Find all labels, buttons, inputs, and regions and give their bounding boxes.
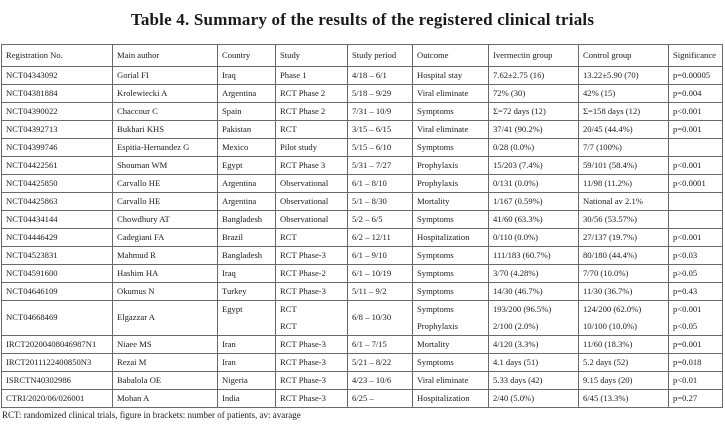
- cell-study-period: 6/1 – 8/10: [348, 175, 413, 193]
- table-row: [2, 301, 723, 336]
- table-row: [2, 354, 723, 372]
- cell-study: RCT Phase-3: [276, 247, 348, 265]
- header-significance: Significance: [669, 45, 723, 67]
- table-row: [2, 211, 723, 229]
- cell-country: Iran: [218, 354, 276, 372]
- header-study: Study: [276, 45, 348, 67]
- cell-significance: p<0.001: [669, 103, 723, 121]
- cell-main-author: Hashim HA: [113, 265, 218, 283]
- cell-significance: [669, 301, 723, 336]
- table-row: [2, 121, 723, 139]
- cell-study: RCT Phase-3: [276, 372, 348, 390]
- cell-study-period: 5/21 – 8/22: [348, 354, 413, 372]
- cell-main-author: Shouman WM: [113, 157, 218, 175]
- cell-control: 6/45 (13.3%): [579, 390, 669, 408]
- cell-significance: [669, 211, 723, 229]
- table-row: [2, 175, 723, 193]
- cell-study: Observational: [276, 211, 348, 229]
- cell-ivermectin: 4/120 (3.3%): [489, 336, 579, 354]
- cell-study: Phase 1: [276, 67, 348, 85]
- cell-significance: p>0.05: [669, 265, 723, 283]
- header-country: Country: [218, 45, 276, 67]
- cell-control-line: 10/100 (10.0%): [583, 321, 637, 331]
- cell-significance: p<0.01: [669, 372, 723, 390]
- cell-ivermectin: 14/30 (46.7%): [489, 283, 579, 301]
- cell-study-period: 4/18 – 6/1: [348, 67, 413, 85]
- cell-main-author: Niaee MS: [113, 336, 218, 354]
- cell-outcome: Viral eliminate: [413, 85, 489, 103]
- cell-country: Egypt: [218, 301, 276, 336]
- cell-main-author: Mohan A: [113, 390, 218, 408]
- cell-study-line: RCT: [280, 321, 297, 331]
- cell-outcome: [413, 301, 489, 336]
- cell-study-period: 6/8 – 10/30: [348, 301, 413, 336]
- cell-outcome: Symptoms: [413, 103, 489, 121]
- header-ivermectin-group: Ivermectin group: [489, 45, 579, 67]
- header-outcome: Outcome: [413, 45, 489, 67]
- cell-control: 11/30 (36.7%): [579, 283, 669, 301]
- cell-ivermectin: 7.62±2.75 (16): [489, 67, 579, 85]
- cell-country: Brazil: [218, 229, 276, 247]
- cell-study-line: RCT: [280, 304, 297, 314]
- cell-study-period: 5/31 – 7/27: [348, 157, 413, 175]
- header-row: [2, 45, 723, 67]
- cell-main-author: Carvallo HE: [113, 175, 218, 193]
- cell-study-period: 5/11 – 9/2: [348, 283, 413, 301]
- cell-study: RCT Phase 2: [276, 85, 348, 103]
- cell-outcome: Prophylaxis: [413, 175, 489, 193]
- cell-outcome: Viral eliminate: [413, 372, 489, 390]
- cell-significance-line: p<0.001: [673, 304, 702, 314]
- cell-registration: NCT04523831: [2, 247, 113, 265]
- cell-control: [579, 301, 669, 336]
- cell-country: Argentina: [218, 193, 276, 211]
- cell-main-author: Okumus N: [113, 283, 218, 301]
- cell-study: RCT Phase-3: [276, 336, 348, 354]
- cell-registration: CTRI/2020/06/026001: [2, 390, 113, 408]
- cell-significance: p=0.001: [669, 121, 723, 139]
- cell-outcome-line: Symptoms: [417, 304, 454, 314]
- cell-study: RCT Phase 3: [276, 157, 348, 175]
- table-row: [2, 372, 723, 390]
- cell-control: 5.2 days (52): [579, 354, 669, 372]
- table-row: [2, 193, 723, 211]
- cell-outcome: Symptoms: [413, 247, 489, 265]
- cell-registration: NCT04381884: [2, 85, 113, 103]
- cell-control: 13.22±5.90 (70): [579, 67, 669, 85]
- cell-outcome: Symptoms: [413, 354, 489, 372]
- cell-main-author: Gorial FI: [113, 67, 218, 85]
- cell-ivermectin: 3/70 (4.28%): [489, 265, 579, 283]
- cell-main-author: Krolewiecki A: [113, 85, 218, 103]
- cell-ivermectin: 2/40 (5.0%): [489, 390, 579, 408]
- cell-significance: p=0.27: [669, 390, 723, 408]
- cell-country: Iran: [218, 336, 276, 354]
- cell-outcome: Prophylaxis: [413, 157, 489, 175]
- cell-control-line: 124/200 (62.0%): [583, 304, 642, 314]
- cell-main-author: Mahmud R: [113, 247, 218, 265]
- cell-study: Pilot study: [276, 139, 348, 157]
- cell-outcome: Viral eliminate: [413, 121, 489, 139]
- cell-main-author: Rezai M: [113, 354, 218, 372]
- cell-study: Observational: [276, 193, 348, 211]
- cell-country: Iraq: [218, 67, 276, 85]
- header-control-group: Control group: [579, 45, 669, 67]
- cell-registration: IRCT2011122400850N3: [2, 354, 113, 372]
- cell-control: 80/180 (44.4%): [579, 247, 669, 265]
- cell-main-author: Chaccour C: [113, 103, 218, 121]
- cell-country: Egypt: [218, 157, 276, 175]
- cell-outcome: Hospital stay: [413, 67, 489, 85]
- cell-registration: NCT04425850: [2, 175, 113, 193]
- table-row: [2, 283, 723, 301]
- cell-control: National av 2.1%: [579, 193, 669, 211]
- cell-country: Spain: [218, 103, 276, 121]
- cell-country: Argentina: [218, 85, 276, 103]
- cell-control: 9.15 days (20): [579, 372, 669, 390]
- cell-outcome: Symptoms: [413, 211, 489, 229]
- cell-study: Observational: [276, 175, 348, 193]
- cell-ivermectin: 15/203 (7.4%): [489, 157, 579, 175]
- cell-outcome: Mortality: [413, 193, 489, 211]
- cell-study: RCT: [276, 229, 348, 247]
- table-row: [2, 157, 723, 175]
- table-row: [2, 247, 723, 265]
- cell-study-period: 6/1 – 9/10: [348, 247, 413, 265]
- cell-control: 20/45 (44.4%): [579, 121, 669, 139]
- cell-study-period: 6/1 – 10/19: [348, 265, 413, 283]
- cell-study-period: 5/1 – 8/30: [348, 193, 413, 211]
- cell-significance: p<0.03: [669, 247, 723, 265]
- cell-ivermectin: Σ=72 days (12): [489, 103, 579, 121]
- cell-study-period: 5/18 – 9/29: [348, 85, 413, 103]
- cell-country: Argentina: [218, 175, 276, 193]
- cell-significance: p<0.0001: [669, 175, 723, 193]
- cell-control: Σ=158 days (12): [579, 103, 669, 121]
- cell-main-author: Babalola OE: [113, 372, 218, 390]
- cell-study-period: 7/31 – 10/9: [348, 103, 413, 121]
- cell-outcome-line: Prophylaxis: [417, 321, 459, 331]
- cell-outcome: Hospitalization: [413, 390, 489, 408]
- cell-outcome: Mortality: [413, 336, 489, 354]
- cell-significance: p=0.004: [669, 85, 723, 103]
- header-main-author: Main author: [113, 45, 218, 67]
- cell-main-author: Bukhari KHS: [113, 121, 218, 139]
- cell-registration: NCT04446429: [2, 229, 113, 247]
- cell-significance: [669, 139, 723, 157]
- cell-control: 11/60 (18.3%): [579, 336, 669, 354]
- cell-study: RCT: [276, 121, 348, 139]
- cell-significance: [669, 193, 723, 211]
- cell-study-period: 6/25 –: [348, 390, 413, 408]
- cell-main-author: Elgazzar A: [113, 301, 218, 336]
- header-registration: Registration No.: [2, 45, 113, 67]
- cell-country: Nigeria: [218, 372, 276, 390]
- cell-ivermectin-line: 2/100 (2.0%): [493, 321, 539, 331]
- cell-registration: NCT04591600: [2, 265, 113, 283]
- cell-main-author: Carvallo HE: [113, 193, 218, 211]
- cell-study-period: 4/23 – 10/6: [348, 372, 413, 390]
- cell-significance: p<0.001: [669, 157, 723, 175]
- cell-significance: p=0.43: [669, 283, 723, 301]
- cell-ivermectin: 1/167 (0.59%): [489, 193, 579, 211]
- table-row: [2, 85, 723, 103]
- cell-country: Bangladesh: [218, 211, 276, 229]
- cell-ivermectin: 0/28 (0.0%): [489, 139, 579, 157]
- cell-country: India: [218, 390, 276, 408]
- cell-study: RCT Phase 2: [276, 103, 348, 121]
- cell-significance: p<0.001: [669, 229, 723, 247]
- cell-country: Turkey: [218, 283, 276, 301]
- cell-significance-line: p<0.05: [673, 321, 698, 331]
- cell-study: RCT Phase-3: [276, 354, 348, 372]
- cell-control: 7/7 (100%): [579, 139, 669, 157]
- cell-ivermectin-line: 193/200 (96.5%): [493, 304, 552, 314]
- table-body: [2, 67, 723, 408]
- cell-study: RCT Phase-3: [276, 390, 348, 408]
- cell-control: 30/56 (53.57%): [579, 211, 669, 229]
- cell-ivermectin: 5.33 days (42): [489, 372, 579, 390]
- cell-control: 11/98 (11.2%): [579, 175, 669, 193]
- cell-control: 27/137 (19.7%): [579, 229, 669, 247]
- cell-ivermectin: 37/41 (90.2%): [489, 121, 579, 139]
- cell-country: Pakistan: [218, 121, 276, 139]
- cell-registration: NCT04668469: [2, 301, 113, 336]
- cell-registration: NCT04399746: [2, 139, 113, 157]
- cell-registration: NCT04646109: [2, 283, 113, 301]
- cell-ivermectin: 0/131 (0.0%): [489, 175, 579, 193]
- cell-registration: NCT04390022: [2, 103, 113, 121]
- footnote: RCT: randomized clinical trials, figure in brackets: number of patients, av: avarage: [2, 410, 301, 420]
- cell-ivermectin: 41/60 (63.3%): [489, 211, 579, 229]
- cell-control: 7/70 (10.0%): [579, 265, 669, 283]
- cell-significance: p=0.018: [669, 354, 723, 372]
- cell-country: Mexico: [218, 139, 276, 157]
- cell-country: Iraq: [218, 265, 276, 283]
- cell-control: 42% (15): [579, 85, 669, 103]
- table-row: [2, 67, 723, 85]
- cell-main-author: Cadegiani FA: [113, 229, 218, 247]
- cell-registration: NCT04343092: [2, 67, 113, 85]
- cell-outcome: Symptoms: [413, 139, 489, 157]
- table-row: [2, 336, 723, 354]
- cell-significance: p=0.001: [669, 336, 723, 354]
- cell-study-period: 5/15 – 6/10: [348, 139, 413, 157]
- cell-registration: NCT04392713: [2, 121, 113, 139]
- cell-registration: NCT04434144: [2, 211, 113, 229]
- trials-table: [1, 44, 723, 408]
- header-study-period: Study period: [348, 45, 413, 67]
- cell-registration: ISRCTN40302986: [2, 372, 113, 390]
- table-row: [2, 229, 723, 247]
- cell-registration: IRCT20200408046987N1: [2, 336, 113, 354]
- cell-ivermectin: 72% (30): [489, 85, 579, 103]
- cell-ivermectin: 111/183 (60.7%): [489, 247, 579, 265]
- cell-study-period: 6/2 – 12/11: [348, 229, 413, 247]
- table-title: Table 4. Summary of the results of the registered clinical trials: [130, 10, 595, 29]
- cell-ivermectin: 4.1 days (51): [489, 354, 579, 372]
- table-row: [2, 390, 723, 408]
- cell-registration: NCT04425863: [2, 193, 113, 211]
- cell-control: 59/101 (58.4%): [579, 157, 669, 175]
- cell-ivermectin: [489, 301, 579, 336]
- table-row: [2, 103, 723, 121]
- cell-study: RCT Phase-3: [276, 283, 348, 301]
- cell-study: [276, 301, 348, 336]
- cell-outcome: Hospitalization: [413, 229, 489, 247]
- cell-ivermectin: 0/110 (0.0%): [489, 229, 579, 247]
- cell-outcome: Symptoms: [413, 265, 489, 283]
- cell-study-period: 3/15 – 6/15: [348, 121, 413, 139]
- cell-main-author: Chowdhury AT: [113, 211, 218, 229]
- table-row: [2, 265, 723, 283]
- cell-significance: p=0.00005: [669, 67, 723, 85]
- cell-country: Bangladesh: [218, 247, 276, 265]
- cell-study-period: 6/1 – 7/15: [348, 336, 413, 354]
- table-row: [2, 139, 723, 157]
- cell-main-author: Espitia-Hernandez G: [113, 139, 218, 157]
- cell-study: RCT Phase-2: [276, 265, 348, 283]
- cell-outcome: Symptoms: [413, 283, 489, 301]
- cell-registration: NCT04422561: [2, 157, 113, 175]
- cell-study-period: 5/2 – 6/5: [348, 211, 413, 229]
